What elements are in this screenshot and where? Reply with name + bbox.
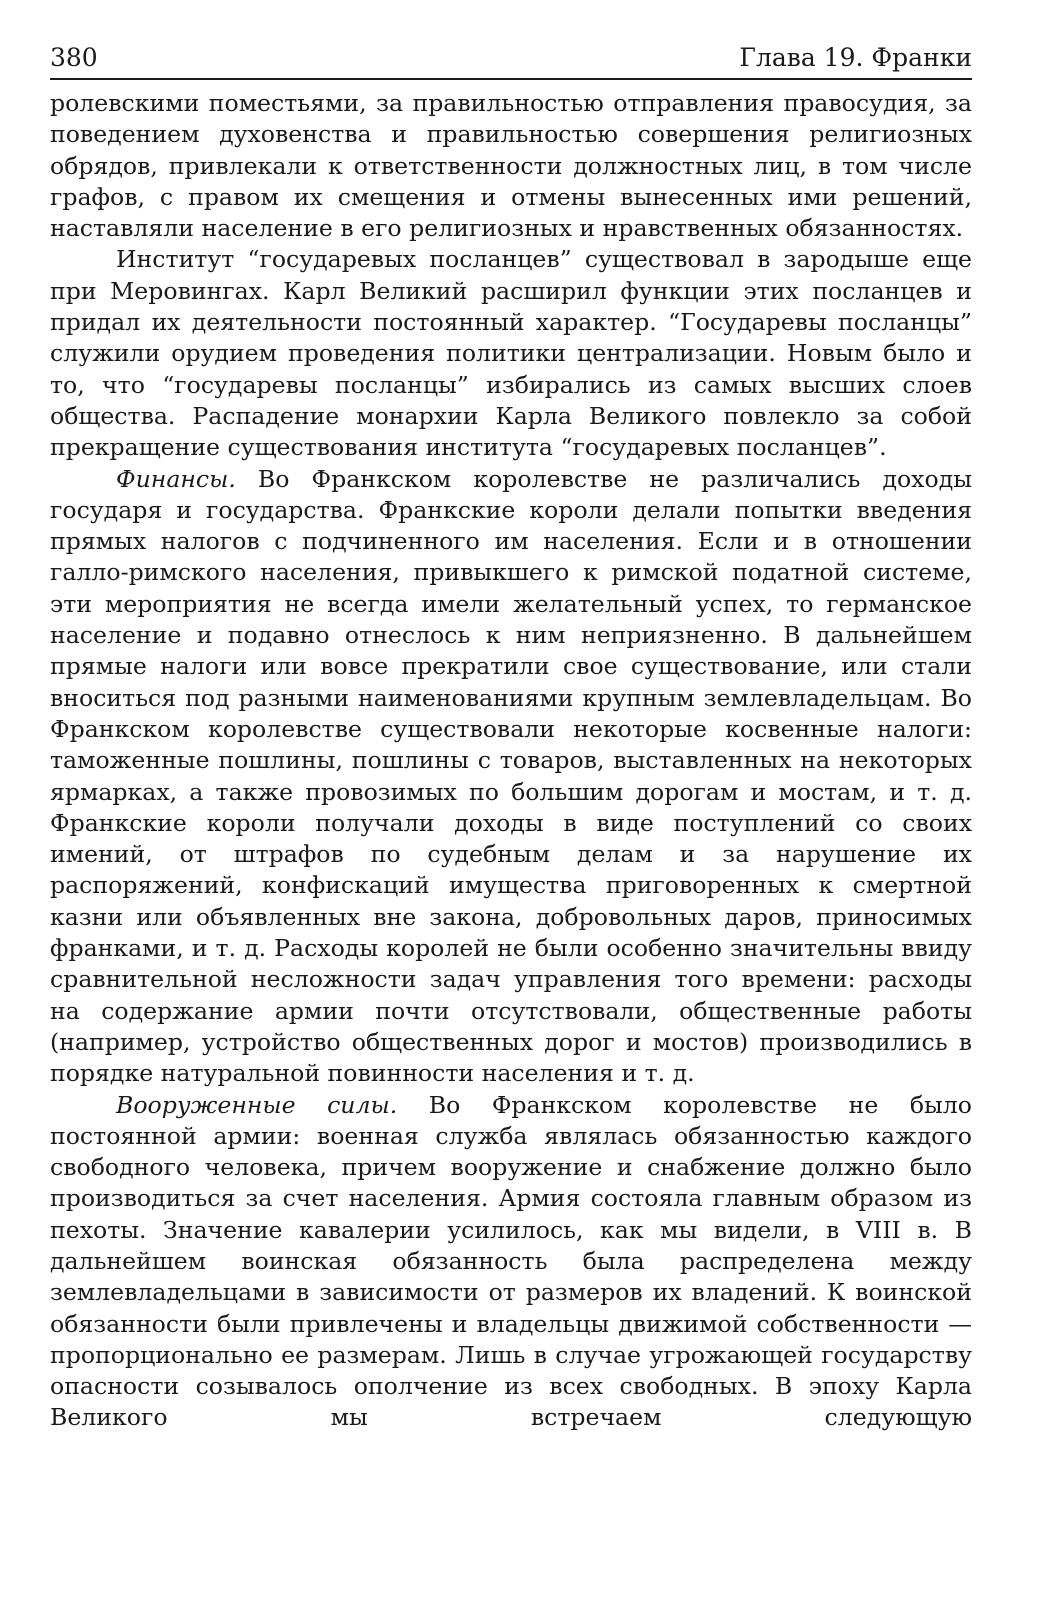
paragraph-text: Институт “государевых посланцев” существовал в зародыше еще при Меровингах. Карл Великий расширил функции этих посланцев и придал их деятельности постоянный характер. “Государевы посланцы” служили орудием проведения политики централизации. Новым было и то, что “государевы посланцы” избирались из самых высших слоев общества. Распадение монархии Карла Великого повлекло за собой прекращение существования института “государевых посланцев”. <box>50 245 972 462</box>
paragraph-envoys <box>50 244 972 463</box>
paragraph-text: ролевскими поместьями, за правильностью отправления правосудия, за поведением духовенства и правильностью совершения религиозных обрядов, привлекали к ответственности должностных лиц, в том числе графов, с правом их смещения и отмены вынесенных ими решений, наставляли население в его религиозных и нравственных обязанностях. <box>50 89 972 243</box>
page-number: 380 <box>50 43 98 72</box>
section-lead-finances: Финансы. <box>116 464 236 493</box>
page-header <box>50 40 972 80</box>
body-text <box>50 88 972 1434</box>
running-title: Глава 19. Франки <box>739 43 972 72</box>
section-lead-armed-forces: Вооруженные силы. <box>116 1090 398 1119</box>
paragraph-finances <box>50 464 972 1090</box>
paragraph-armed-forces <box>50 1090 972 1434</box>
book-page <box>50 40 972 1434</box>
paragraph-text: Во Франкском королевстве не различались доходы государя и государства. Франкские короли делали попытки введения прямых налогов с подчиненного им населения. Если и в отношении галло-римского населения, привыкшего к римской податной системе, эти мероприятия не всегда имели желательный успех, то германское население и подавно отнеслось к ним неприязненно. В дальнейшем прямые налоги или вовсе прекратили свое существование, или стали вноситься под разными наименованиями крупным землевладельцам. Во Франкском королевстве существовали некоторые косвенные налоги: таможенные пошлины, пошлины с товаров, выставленных на некоторых ярмарках, а также провозимых по большим дорогам и мостам, и т. д. Франкские короли получали доходы в виде поступлений со своих имений, от штрафов по судебным делам и за нарушение их распоряжений, конфискаций имущества приговоренных к смертной казни или объявленных вне закона, добровольных даров, приносимых франками, и т. д. Расходы королей не были особенно значительны ввиду сравнительной несложности задач управления того времени: расходы на содержание армии почти отсутствовали, общественные работы (например, устройство общественных дорог и мостов) производились в порядке натуральной повинности населения и т. д. <box>50 464 972 1088</box>
paragraph-continuation <box>50 88 972 244</box>
paragraph-text: Во Франкском королевстве не было постоянной армии: военная служба являлась обязанностью каждого свободного человека, причем вооружение и снабжение должно было производиться за счет населения. Армия состояла главным образом из пехоты. Значение кавалерии усилилось, как мы видели, в VIII в. В дальнейшем воинская обязанность была распределена между землевладельцами в зависимости от размеров их владений. К воинской обязанности были привлечены и владельцы движимой собственности — пропорционально ее размерам. Лишь в случае угрожающей государству опасности созывалось ополчение из всех свободных. В эпоху Карла Великого мы встречаем следующую <box>50 1090 972 1432</box>
